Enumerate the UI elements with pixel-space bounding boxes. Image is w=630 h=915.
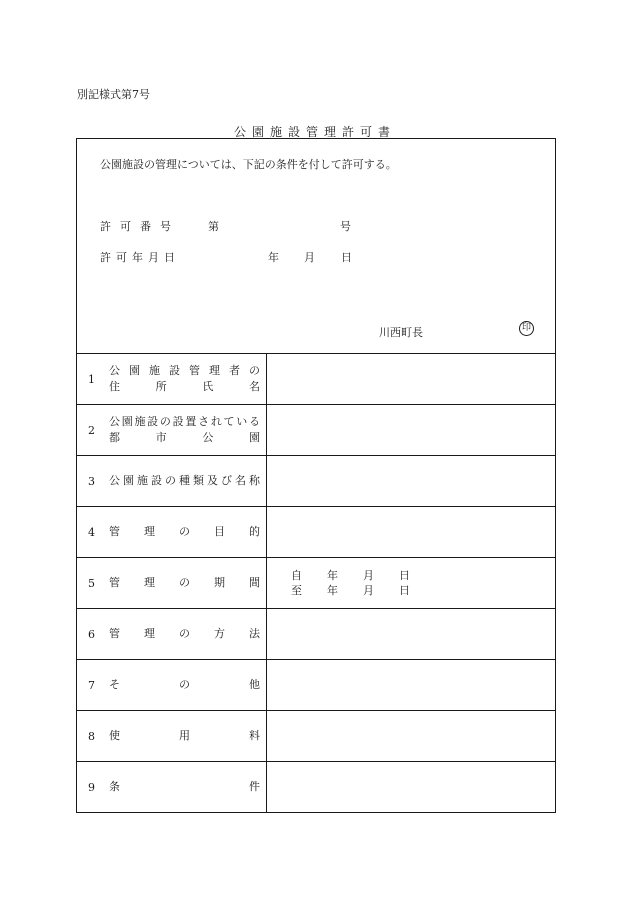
period-to-line [291,583,555,598]
row-number: 8 [88,729,95,743]
period-month: 月 [363,584,374,597]
row-label: 公園施設の設置されている [109,415,260,428]
row-value-cell[interactable] [267,456,556,507]
row-label: 公園施設管理者の [109,364,260,377]
table-row [77,558,556,609]
table-row [77,354,556,405]
permit-number-suffix: 号 [340,220,351,233]
document-title: 公園施設管理許可書 [233,125,396,139]
permit-number-label: 許可番号 [100,220,180,233]
row-number: 3 [88,474,95,488]
row-value-cell[interactable] [267,558,556,609]
row-label-cell [77,660,267,711]
row-label: 公園施設の種類及び名称 [109,474,260,487]
row-value-cell[interactable] [267,762,556,813]
row-number: 4 [88,525,95,539]
permit-statement: 公園施設の管理については、下記の条件を付して許可する。 [100,158,397,171]
row-label-cell [77,405,267,456]
table-row [77,405,556,456]
row-label: その他 [109,678,260,691]
period-from-label: 自 [291,569,302,582]
row-label: 都市公園 [109,431,260,444]
row-label: 管理の期間 [109,576,260,589]
row-number: 5 [88,576,95,590]
row-label: 使用料 [109,729,260,742]
row-value-cell[interactable] [267,711,556,762]
permit-header-box [76,138,556,354]
table-row [77,711,556,762]
table-row [77,762,556,813]
row-value-cell[interactable] [267,660,556,711]
row-label: 住所氏名 [109,380,260,393]
row-label-cell [77,609,267,660]
row-label-cell [77,558,267,609]
row-value-cell[interactable] [267,354,556,405]
permit-date-label: 許可年月日 [100,251,180,264]
period-day: 日 [399,584,410,597]
period-day: 日 [399,569,410,582]
table-row [77,507,556,558]
table-row [77,660,556,711]
period-month: 月 [363,569,374,582]
row-label-cell [77,762,267,813]
row-number: 2 [88,423,95,437]
permit-date-month: 月 [304,251,315,264]
table-row [77,609,556,660]
row-label-cell [77,354,267,405]
row-label: 条件 [109,780,260,793]
seal-icon: 印 [519,321,534,336]
permit-date-year: 年 [268,251,279,264]
row-value-cell[interactable] [267,507,556,558]
period-year: 年 [327,584,338,597]
row-value-cell[interactable] [267,609,556,660]
table-row [77,456,556,507]
row-number: 6 [88,627,95,641]
row-number: 7 [88,678,95,692]
row-label: 管理の方法 [109,627,260,640]
permit-details-table [76,353,556,813]
form-number-label: 別記様式第7号 [77,88,150,101]
issuer-name: 川西町長 [379,326,423,339]
row-label: 管理の目的 [109,525,260,538]
row-number: 9 [88,780,95,794]
row-label-cell [77,507,267,558]
row-value-cell[interactable] [267,405,556,456]
row-label-cell [77,711,267,762]
period-to-label: 至 [291,584,302,597]
permit-date-day: 日 [341,251,352,264]
period-from-line [291,568,555,583]
permit-number-prefix: 第 [208,220,219,233]
row-label-cell [77,456,267,507]
period-year: 年 [327,569,338,582]
row-number: 1 [88,372,95,386]
